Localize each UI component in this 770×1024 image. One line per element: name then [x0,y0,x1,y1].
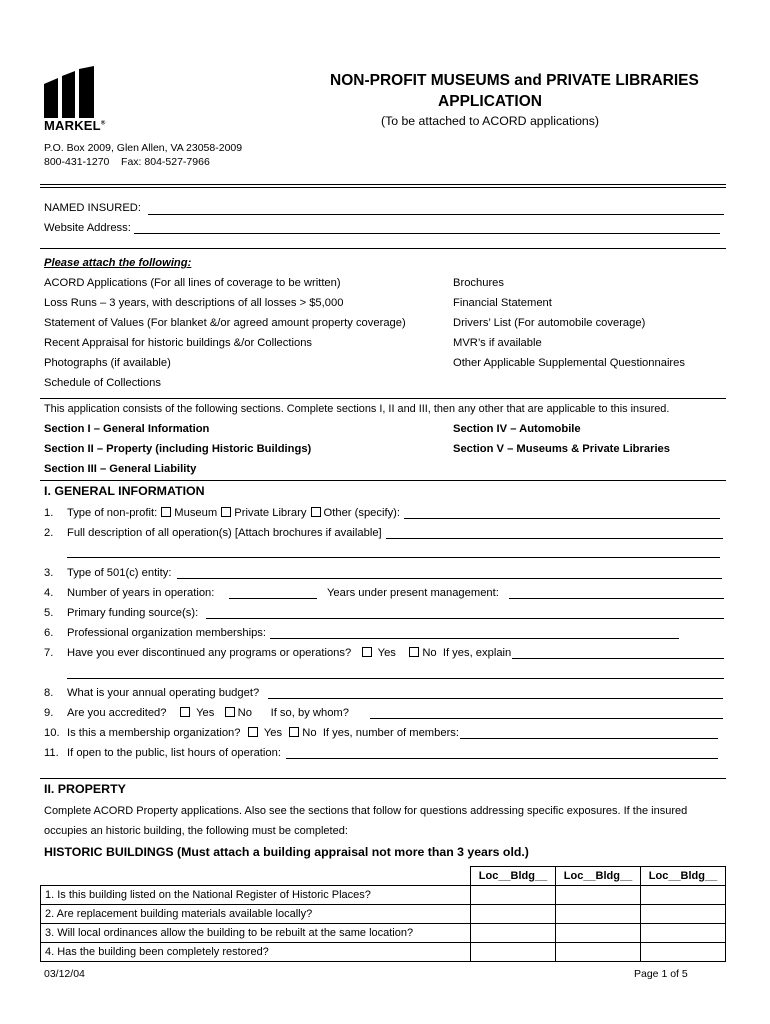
q9-no-option: No [237,707,252,719]
markel-logo-text: MARKEL® [44,118,106,133]
q7-yes-checkbox[interactable] [362,647,372,657]
q3-label: Type of 501(c) entity: [67,567,172,579]
q3-number: 3. [44,567,54,579]
table-row [41,924,726,943]
attach-heading: Please attach the following: [44,257,192,269]
q4-number: 4. [44,587,54,599]
answer-cell[interactable] [641,943,726,962]
answer-cell[interactable] [641,886,726,905]
q8-number: 8. [44,687,54,699]
answer-cell[interactable] [471,905,556,924]
q8-label: What is your annual operating budget? [67,687,260,699]
answer-cell[interactable] [556,924,641,943]
section-divider [40,398,726,399]
table-header-row [41,867,726,886]
other-checkbox[interactable] [311,507,321,517]
q11-number: 11. [44,747,59,759]
private-library-checkbox[interactable] [221,507,231,517]
q1-other-field[interactable] [404,518,720,519]
table-row [41,886,726,905]
attach-item: Brochures [453,277,504,289]
museum-option: Museum [174,507,218,519]
company-address: P.O. Box 2009, Glen Allen, VA 23058-2009 [44,142,243,154]
q9-yes-checkbox[interactable] [180,707,190,717]
q4-management-field[interactable] [509,598,724,599]
attach-item: Drivers’ List (For automobile coverage) [453,317,646,329]
q10-field[interactable] [460,738,718,739]
loc-bldg-header: Loc__Bldg__ [556,867,641,886]
table-header-blank [41,867,471,886]
q4-years-field[interactable] [229,598,317,599]
q10-row [67,727,459,739]
attach-item: Schedule of Collections [44,377,161,389]
q7-number: 7. [44,647,54,659]
q5-field[interactable] [206,618,724,619]
form-subtitle: (To be attached to ACORD applications) [380,114,600,128]
table-row [41,905,726,924]
q9-row [67,707,349,719]
q5-label: Primary funding source(s): [67,607,199,619]
q2-field[interactable] [386,538,723,539]
attach-item: Statement of Values (For blanket &/or agreed amount property coverage) [44,317,406,329]
q7-yes-option: Yes [377,647,396,659]
footer-date: 03/12/04 [44,968,85,980]
q11-field[interactable] [286,758,718,759]
answer-cell[interactable] [556,886,641,905]
q10-no-checkbox[interactable] [289,727,299,737]
markel-logo-mark [44,66,96,118]
website-label: Website Address: [44,222,131,234]
general-info-heading: I. GENERAL INFORMATION [44,484,205,498]
q4-label: Number of years in operation: [67,587,215,599]
historic-question: 1. Is this building listed on the National Register of Historic Places? [41,886,471,905]
q1-number: 1. [44,507,54,519]
q5-number: 5. [44,607,54,619]
header-rule [40,184,726,188]
q9-field[interactable] [370,718,723,719]
attach-item: Recent Appraisal for historic buildings &/or Collections [44,337,313,349]
answer-cell[interactable] [556,943,641,962]
answer-cell[interactable] [556,905,641,924]
named-insured-field[interactable] [148,214,724,215]
q1-row [67,507,400,519]
historic-question: 2. Are replacement building materials available locally? [41,905,471,924]
answer-cell[interactable] [471,886,556,905]
answer-cell[interactable] [471,943,556,962]
museum-checkbox[interactable] [161,507,171,517]
attach-item: Financial Statement [453,297,552,309]
form-title-line1: NON-PROFIT MUSEUMS and PRIVATE LIBRARIES [330,72,699,89]
q7-label: Have you ever discontinued any programs or operations? [67,647,352,659]
section-divider [40,480,726,481]
q9-by-whom-label: If so, by whom? [270,707,349,719]
markel-logo [44,66,104,136]
historic-question: 4. Has the building been completely restored? [41,943,471,962]
other-option: Other (specify): [323,507,400,519]
section-ref-2: Section II – Property (including Historic Buildings) [44,443,312,455]
q4-label2: Years under present management: [327,587,499,599]
company-phone-fax: 800-431-1270 Fax: 804-527-7966 [44,156,210,168]
historic-question: 3. Will local ordinances allow the building to be rebuilt at the same location? [41,924,471,943]
q9-yes-option: Yes [196,707,215,719]
answer-cell[interactable] [471,924,556,943]
section-divider [40,778,726,779]
footer-page-number: Page 1 of 5 [634,968,688,980]
q3-field[interactable] [177,578,722,579]
answer-cell[interactable] [641,924,726,943]
form-title-line2: APPLICATION [438,93,542,110]
property-text-line2: occupies an historic building, the following must be completed: [44,825,348,837]
q10-number: 10. [44,727,60,739]
sections-intro: This application consists of the following sections. Complete sections I, II and III, then any other that are applicable to this insured. [44,403,670,415]
q11-label: If open to the public, list hours of operation: [67,747,281,759]
attach-item: Other Applicable Supplemental Questionnaires [453,357,685,369]
q7-no-option: No [422,647,437,659]
historic-buildings-heading: HISTORIC BUILDINGS (Must attach a building appraisal not more than 3 years old.) [44,845,529,859]
answer-cell[interactable] [641,905,726,924]
property-text-line1: Complete ACORD Property applications. Also see the sections that follow for questions addressing specific exposures. If the insured [44,805,688,817]
section-ref-5: Section V – Museums & Private Libraries [453,443,670,455]
loc-bldg-header: Loc__Bldg__ [471,867,556,886]
q8-field[interactable] [268,698,723,699]
q7-field-line2[interactable] [67,678,724,679]
q10-label: Is this a membership organization? [67,727,241,739]
attach-item: Loss Runs – 3 years, with descriptions of all losses > $5,000 [44,297,344,309]
q10-yes-checkbox[interactable] [248,727,258,737]
attach-item: MVR’s if available [453,337,542,349]
attach-item: Photographs (if available) [44,357,171,369]
q6-number: 6. [44,627,54,639]
table-row [41,943,726,962]
q2-number: 2. [44,527,54,539]
website-field[interactable] [134,233,720,234]
section-ref-4: Section IV – Automobile [453,423,581,435]
q7-explain-label: If yes, explain [442,647,512,659]
section-ref-3: Section III – General Liability [44,463,197,475]
q2-field-line2[interactable] [67,557,720,558]
section-ref-1: Section I – General Information [44,423,210,435]
q9-label: Are you accredited? [67,707,167,719]
q7-field[interactable] [512,658,724,659]
q9-number: 9. [44,707,54,719]
q1-label: Type of non-profit: [67,507,158,519]
named-insured-label: NAMED INSURED: [44,202,141,214]
q10-yes-option: Yes [263,727,283,739]
private-library-option: Private Library [234,507,307,519]
historic-buildings-table [40,866,726,962]
attach-item: ACORD Applications (For all lines of coverage to be written) [44,277,341,289]
q7-no-checkbox[interactable] [409,647,419,657]
q6-label: Professional organization memberships: [67,627,266,639]
q2-label: Full description of all operation(s) [Attach brochures if available] [67,527,382,539]
q9-no-checkbox[interactable] [225,707,235,717]
q10-no-option: No [302,727,317,739]
section-divider [40,248,726,249]
q7-row [67,647,511,659]
q6-field[interactable] [270,638,679,639]
loc-bldg-header: Loc__Bldg__ [641,867,726,886]
q10-members-label: If yes, number of members: [322,727,459,739]
property-heading: II. PROPERTY [44,782,126,796]
